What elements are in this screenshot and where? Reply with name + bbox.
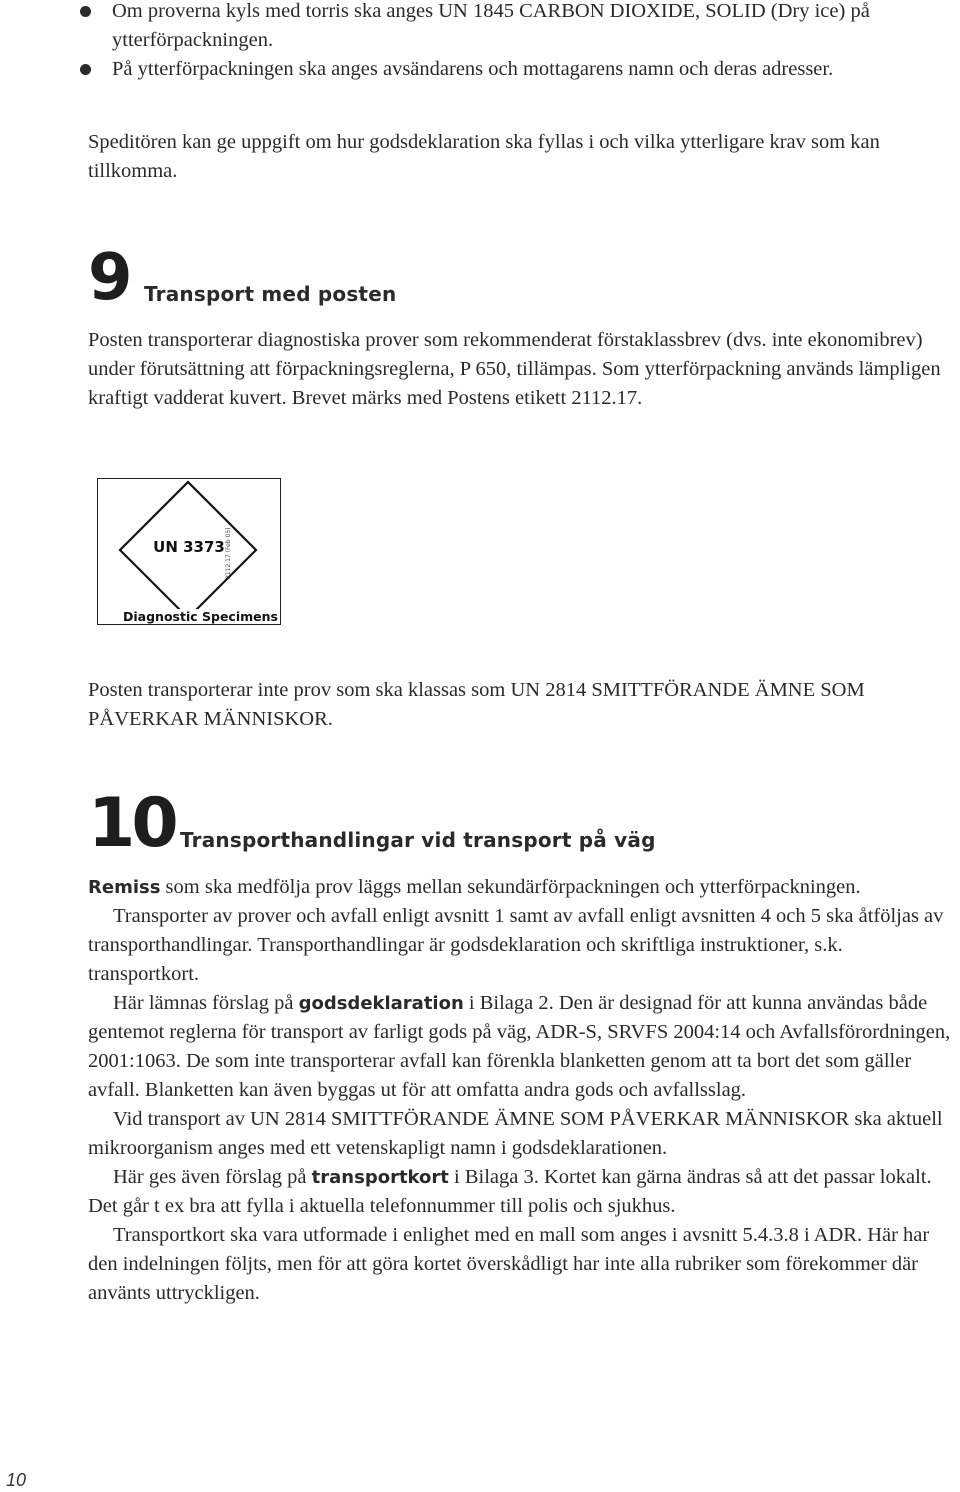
section-10-number: 10 — [88, 784, 175, 863]
bullet-text: På ytterförpackningen ska anges avsändarens och mottagarens namn och deras adresser. — [112, 58, 834, 80]
paragraph-text: Här lämnas förslag på — [113, 992, 299, 1014]
bullet-icon — [80, 64, 91, 75]
paragraph-text: i Bilaga 3. Kortet kan gärna ändras så att det passar lokalt. Det går t ex bra att fylla i aktuella telefonnummer till polis och sjukhus. — [88, 1166, 932, 1217]
paragraph: Vid transport av UN 2814 SMITTFÖRANDE ÄMNE SOM PÅVERKAR MÄNNISKOR ska aktuell mikroorganism anges med ett vetenskapligt namn i godsdeklarationen. — [88, 1108, 943, 1159]
paragraph-text: som ska medfölja prov läggs mellan sekundärförpackningen och ytterförpackningen. — [160, 876, 861, 898]
label-caption: Diagnostic Specimens — [123, 609, 278, 624]
paragraph — [88, 1163, 958, 1221]
bullet-text: Om proverna kyls med torris ska anges UN 1845 CARBON DIOXIDE, SOLID (Dry ice) på ytterförpackningen. — [112, 0, 870, 51]
godsdeklaration-term: godsdeklaration — [298, 993, 464, 1014]
un3373-label — [97, 478, 281, 625]
paragraph-text: Här ges även förslag på — [113, 1166, 312, 1188]
section-10-title: Transporthandlingar vid transport på väg — [180, 828, 656, 852]
page-number: 10 — [6, 1470, 27, 1490]
speditor-paragraph: Speditören kan ge uppgift om hur godsdeklaration ska fyllas i och vilka ytterligare krav som kan tillkomma. — [88, 131, 880, 182]
section-9-number: 9 — [88, 241, 131, 315]
bullet-item — [88, 0, 958, 55]
section-9-title: Transport med posten — [144, 282, 397, 306]
bullet-item — [88, 55, 958, 84]
paragraph — [88, 873, 958, 902]
section-9-note: Posten transporterar inte prov som ska klassas som UN 2814 SMITTFÖRANDE ÄMNE SOM PÅVERKAR MÄNNISKOR. — [88, 679, 865, 730]
paragraph — [88, 989, 958, 1105]
paragraph-text: i Bilaga 2. Den är designad för att kunna användas både gentemot reglerna för transport av farligt gods på väg, ADR-S, SRVFS 2004:14 och Avfallsförordningen, 2001:1063. De som inte transporterar avfall kan förenkla blanketten genom att ta bort det som gäller avfall. Blanketten kan även byggas ut för att omfatta andra gods och avfallsslag. — [88, 992, 951, 1101]
paragraph: Transportkort ska vara utformade i enlighet med en mall som anges i avsnitt 5.4.3.8 i ADR. Här har den indelningen följts, men för att göra kortet överskådligt har inte alla rubriker som förekommer där använts uttryckligen. — [88, 1224, 930, 1304]
remiss-term: Remiss — [88, 877, 161, 898]
section-9-body: Posten transporterar diagnostiska prover som rekommenderat förstaklassbrev (dvs. inte ekonomibrev) under förutsättning att förpackningsreglerna, P 650, tillämpas. Som ytterförpackning används lämpligen kraftigt vadderat kuvert. Brevet märks med Postens etikett 2112.17. — [88, 329, 941, 409]
label-side-text: 2112.17 (Feb 05) — [225, 527, 232, 579]
label-un-number: UN 3373 — [153, 538, 225, 556]
paragraph: Transporter av prover och avfall enligt avsnitt 1 samt av avfall enligt avsnitten 4 och 5 ska åtföljas av transporthandlingar. Transporthandlingar är godsdeklaration och skriftliga instruktioner, s.k. transportkort. — [88, 905, 944, 985]
bullet-icon — [80, 6, 91, 17]
section-10-body — [88, 873, 958, 1308]
transportkort-term: transportkort — [311, 1167, 449, 1188]
